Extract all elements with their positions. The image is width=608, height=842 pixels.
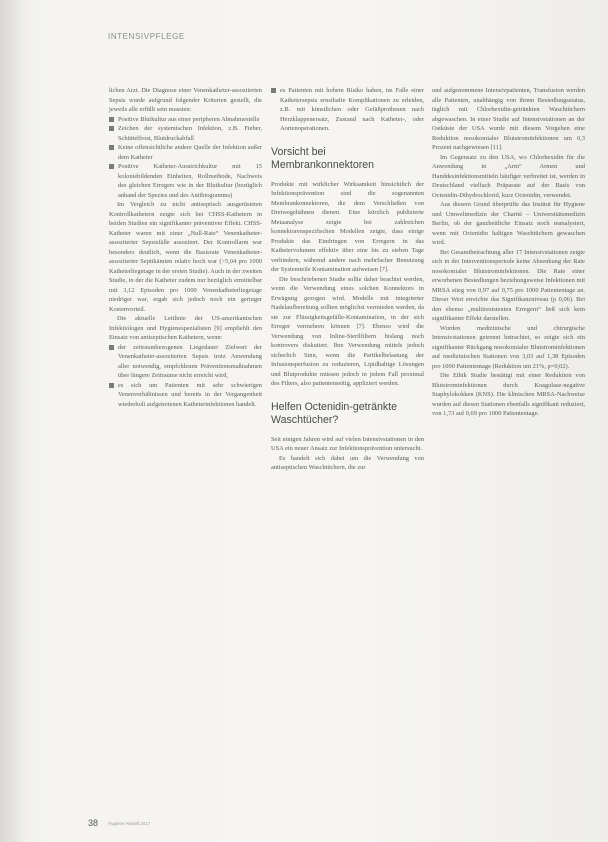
text-column-2 (271, 86, 424, 473)
bullet-item (109, 381, 262, 410)
square-bullet-icon (109, 345, 114, 350)
paragraph: und aufgenommene Intensivpatienten, Transfusion werden alle Patienten, unabhängig von ihrem Besiedlungsstatus, täglich mit Chlorhexidin-getränkten Waschtüchern abgewaschen. In einer Studie auf Intensivstationen an der Ostküste der USA wurde mit diesem Vorgehen eine Reduktion nosokomialer Blutstrominfektionen um 0,3 Prozent nachgewiesen [11]. (432, 87, 585, 151)
bullet-text: es sich um Patienten mit sehr schwierigen Venenverhältnissen und bereits in der Vergangenheit wiederholt aufgetretenen Katheterinfektionen handelt. (118, 381, 262, 408)
paragraph: Seit einigen Jahren wird auf vielen Intensivstationen in den USA ein neuer Ansatz zur Infektionsprävention untersucht. (271, 435, 424, 452)
bullet-item (109, 143, 262, 162)
bullet-item (109, 115, 262, 125)
bullet-text: Keine offensichtliche andere Quelle der Infektion außer dem Katheter (118, 144, 262, 161)
page-number: 38 (88, 818, 99, 828)
bullet-item (271, 86, 424, 134)
bullet-text: Positive Blutkultur aus einer peripheren Abnahmestelle (118, 115, 260, 123)
square-bullet-icon (109, 126, 114, 131)
paragraph: Produkte mit wirklicher Wirksamkeit hinsichtlich der Infektionsprävention sind die sogenannten Membrankonnektoren, die dem Verschließen von Dreiwegehähnen dienen. Eine kürzlich publizierte Metaanalyse zeigte bei zahlreichen konnektorenspezifischen Modellen zeigte, dass einige Produkte das Eindringen von Erregern in das Kathetervolumen effektiv über eine bis zu sieben Tage verhindern, während andere nach mehrfacher Benutzung der Systemteile Kontamination aufweisen [7]. (271, 180, 424, 273)
bullet-text: Zeichen der systemischen Infektion, z.B. Fieber, Schüttelfrost, Blutdruckabfall (118, 125, 262, 142)
paragraph: lichen Arzt. Die Diagnose einer Venenkatheter-assoziierten Sepsis wurde aufgrund folgender Kriterien gestellt, die jeweils alle erfüllt sein mussten: (109, 87, 262, 113)
square-bullet-icon (109, 383, 114, 388)
text-column-1 (109, 86, 262, 409)
bullet-text: es Patienten mit hohem Risiko haben, im Falle einer Kathetersepsis ernsthafte Komplikationen zu erleiden, z.B. mit künstlichen oder Gefäßprothesen nach Herzklappenersatz, Zustand nach Katheter-, oder Aortenoperationen. (280, 87, 424, 132)
paragraph: Bei Gesamtbetrachtung aller 17 Intensivstationen zeigte sich in der Interventionsperiode keine Absenkung der Rate nosokomialer Blutstrominfektionen. Die Rate einer erworbenen Besiedlungen beziehungsweise Infektionen mit MRSA stieg von 0,97 auf 0,75 pro 1000 Patiententage an. Dieser Wert erreichte das Signifikanzniveau (p 0,06). Bei den ebenso „multiresistenten Erregern“ ließ sich kein signifikanter Effekt darstellen. (432, 248, 585, 322)
footer-source: Hygiene Aktuell 2017 (108, 821, 151, 826)
bullet-text: Positive Katheter-Ausstrichkultur mit 15 koloniebildenden Einheiten, Rollmethode, Nachweis des gleichen Erregers wie in der Blutkultur (bezüglich anhand der Spezies und des Antibiogramms) (118, 163, 262, 199)
paragraph: Die aktuelle Leitlinie der US-amerikanischen Infektiologen und Hygienespezialisten [9] empfiehlt den Einsatz von antiseptischen Kathetern, wenn: (109, 315, 262, 341)
section-label: INTENSIVPFLEGE (108, 32, 185, 41)
square-bullet-icon (271, 88, 276, 93)
paragraph: Wurden medizinische und chirurgische Intensivstationen getrennt betrachtet, so zeigte sich ein signifikanter Rückgang nosokomialer Blutstrominfektionen auf medizinischen Stationen von 3,03 auf 1,38 Episoden pro 1000 Patiententage (Reduktion um 21%, p=0,02). (432, 324, 585, 370)
paragraph: Im Vergleich zu nicht antiseptisch ausgerüsteten Kontrollkathetern zeigte sich bei CHSS-Kathetern in beiden Studien ein signifikanter präventiver Effekt. CHSS-Katheter waren mit einer „Null-Rate“ Venenkatheter-assoziierter Sepsisfälle assoziiert. Der Kontrollarm war besonders deutlich, wenn die Basisrate Venenkatheter-assoziierter Septikämien relativ hoch war (>5,04 pro 1000 Katheterliegetage in der ersten Studie). Auch in der zweiten Studie, in der die Katheter zudem nur bezüglich ermittelbar mit 3,12 Episoden pro 1000 Venenkatheterliegetage niedriger war, ergab sich jedoch noch ein geringer Kostenvorteil. (109, 201, 262, 313)
section-heading: Vorsicht bei Membrankonnektoren (271, 145, 375, 171)
bullet-item (109, 124, 262, 143)
paragraph: Im Gegensatz zu den USA, wo Chlorhexidin für die Anwendung in „Arm“ Armen und Handdesinfektionsmitteln häufiger verbreitet ist, werden in Deutschland vielfach Präparate auf der Basis von Octenidin-Dihydrochlorid, kurz Octenidin, verwendet. (432, 153, 585, 199)
section-heading: Helfen Octenidin-getränkte Waschtücher? (271, 400, 398, 426)
square-bullet-icon (109, 117, 114, 122)
paragraph: Die beschriebenen Studie sollte daher beachtet werden, wenn die Verwendung eines solchen Konnektors in Erwägung gezogen wird. Modelle mit integrierter Nadelaufbereitung sollten möglichst vermieden werden, da sie zur Flüssigkeitsgefälle-Kontamination, in der sich Erreger vermehren können [7]. Ebenso wird die Verwendung von Inline-Sterilfiltern bislang noch kontrovers diskutiert. Ihre Verwendung mittels jedoch sicherlich Sinn, wenn die Partikelbelastung der Infusionsperfusion zu reduzieren, Lipidhaltige Lösungen und Blutprodukte müssen jedoch in jedem Fall proximal des Filters, also patientenseitig, appliziert werden. (271, 275, 424, 387)
paragraph: Die Ethik Studie bestätigt mit einer Reduktion von Blutstrominfektionen durch Koagulase-negative Staphylokokken (KNS). Die klinischen MRSA-Nachweise wurden auf diesen Stationen ebenfalls signifikant reduziert, von 1,73 auf 0,69 pro 1000 Patiententage. (432, 372, 585, 417)
page-edge-shadow (0, 0, 26, 842)
paragraph: Es handelt sich dabei um die Verwendung von antiseptischen Waschtüchern, die zur (271, 454, 424, 471)
square-bullet-icon (109, 145, 114, 150)
bullet-text: der zeitraumbezogenen Liegedauer Zielwert der Venenkatheter-assoziierten Sepsis trotz Anwendung aller notwendig, empfohlenen Präventionsmaßnahmen über längere Zeitraume nicht erreicht wird, (118, 343, 262, 379)
text-column-3 (432, 86, 585, 419)
paragraph: Aus diesem Grund überprüfte das Institut für Hygiene und Umweltmedizin der Charité – Universitätsmedizin Berlin, ob der ganzheitliche Einsatz noch reanalysiert, wenn mit Octenidin haltigen Waschtüchern gewaschen wird. (432, 201, 585, 246)
square-bullet-icon (109, 164, 114, 169)
bullet-item (109, 162, 262, 200)
bullet-item (109, 343, 262, 381)
